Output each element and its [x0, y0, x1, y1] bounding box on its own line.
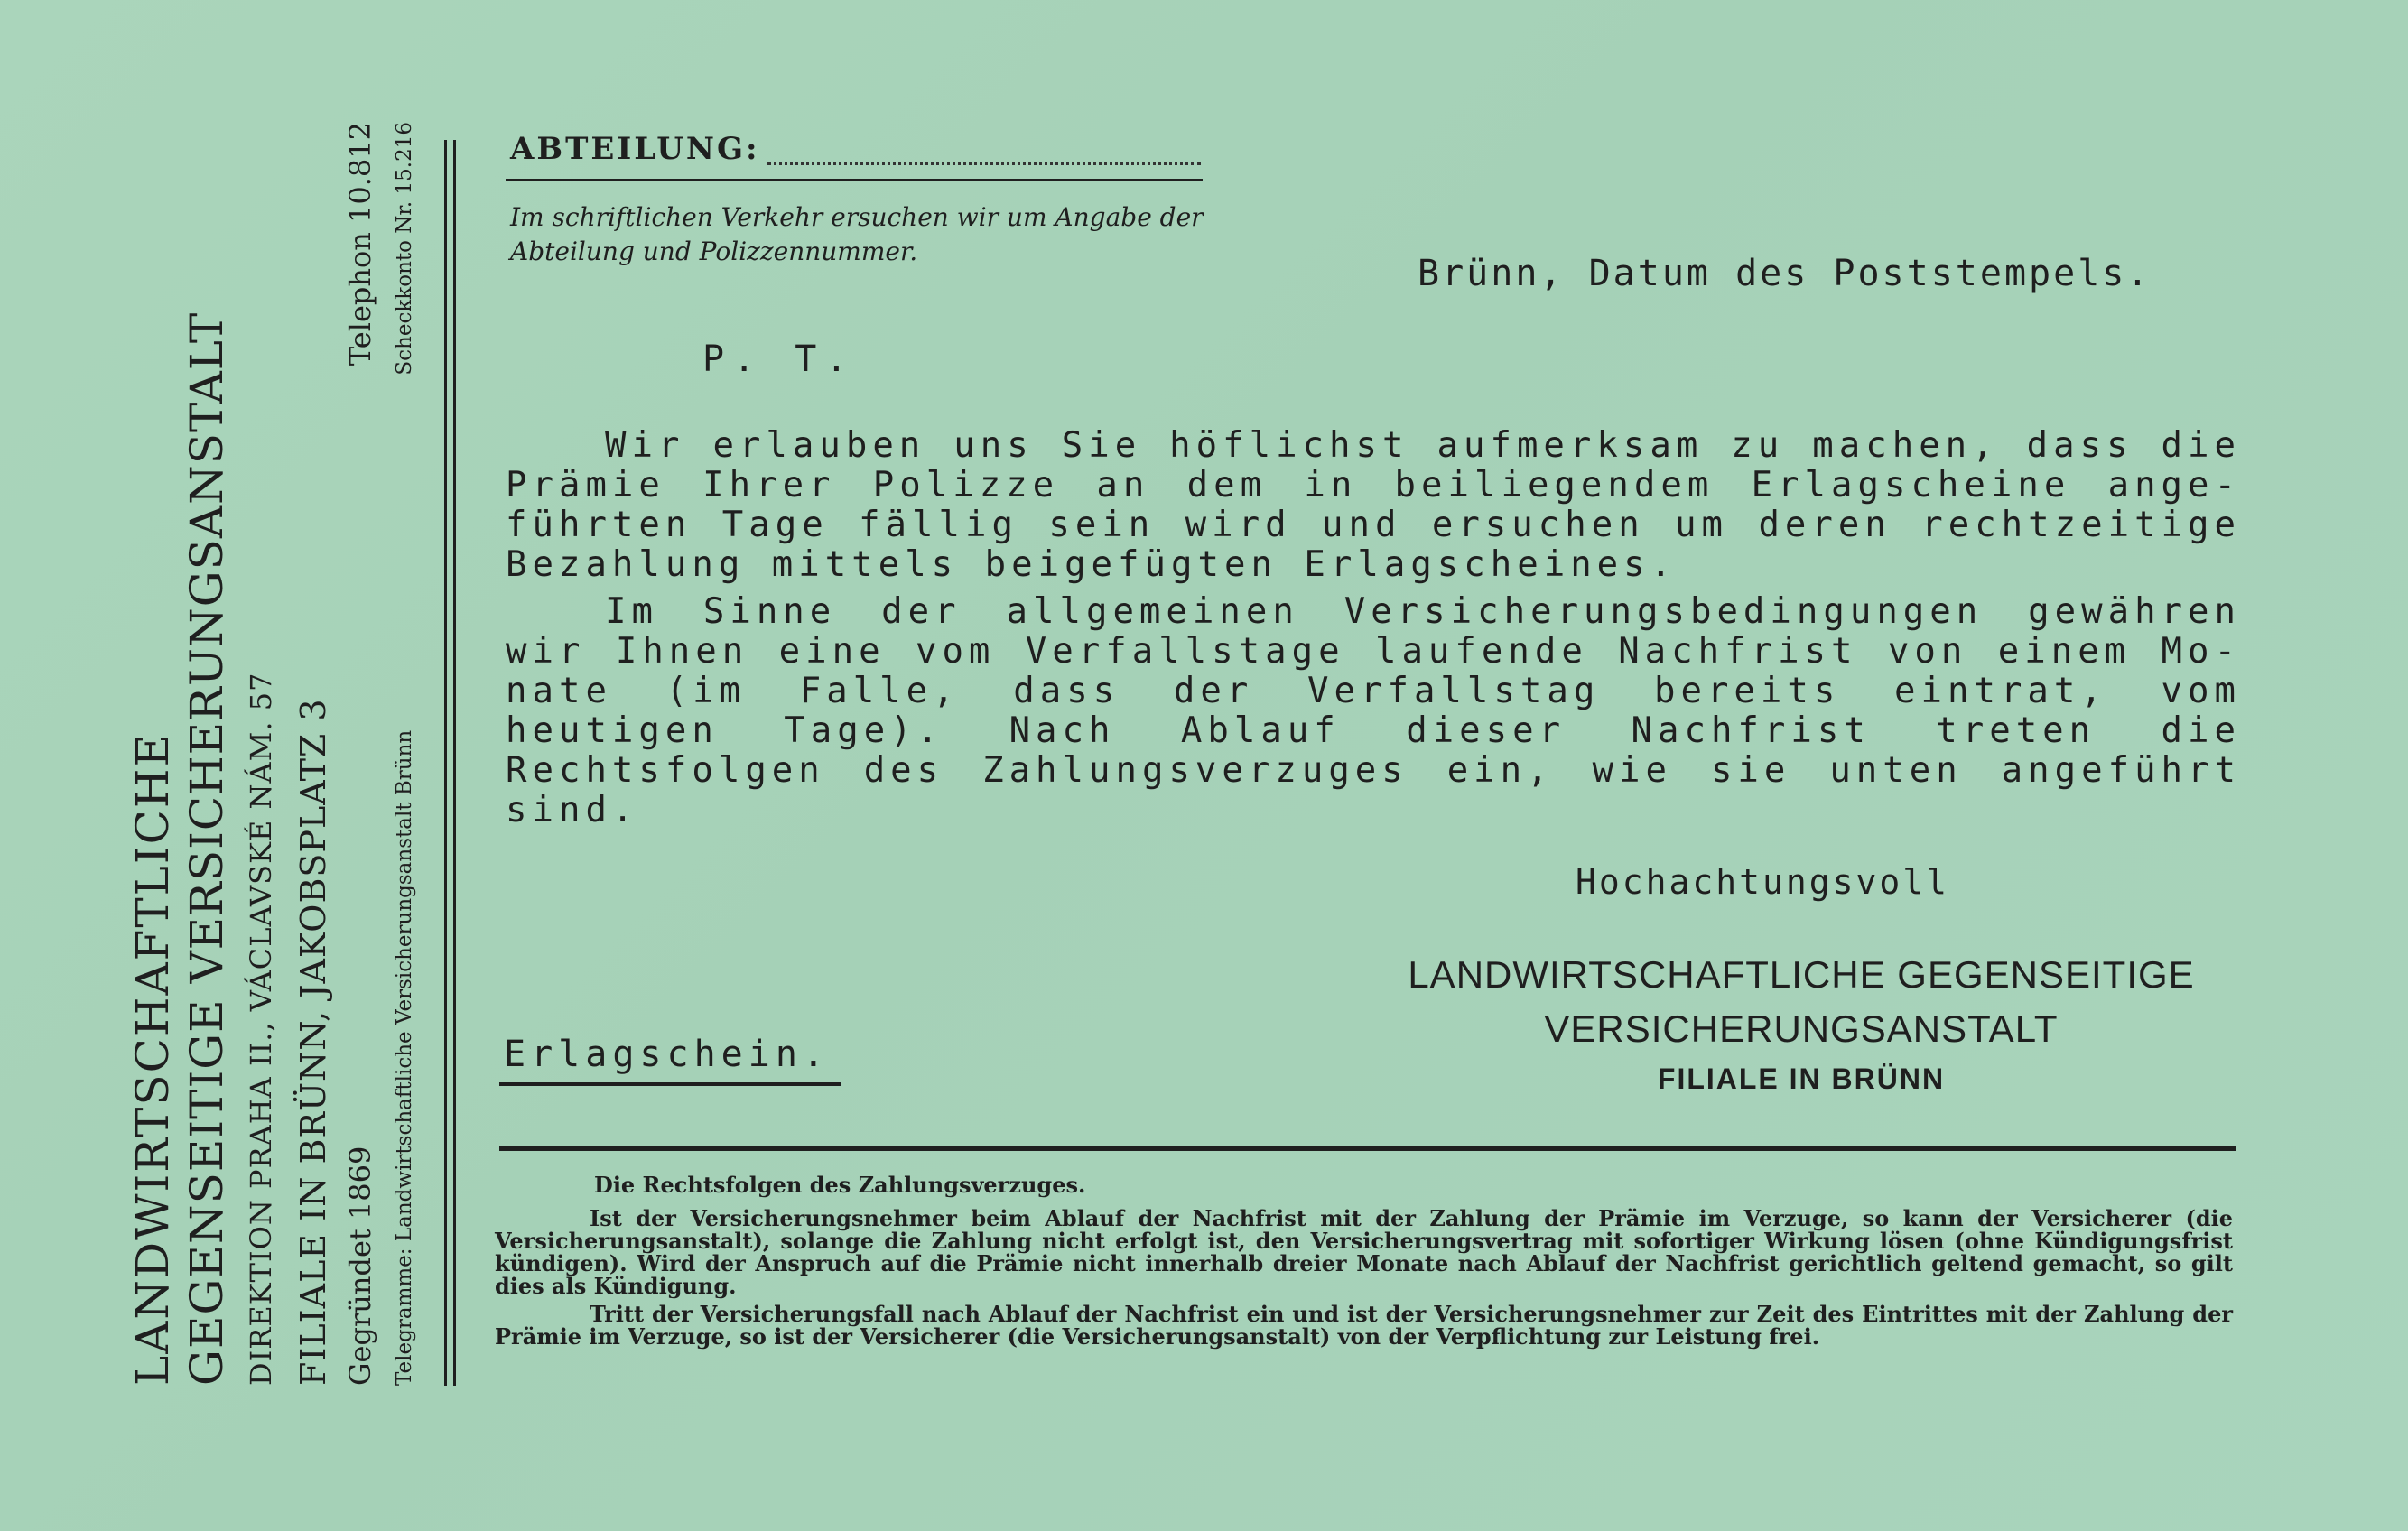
sidebar-telegrams: Telegramme: Landwirtschaftliche Versicherungsanstalt Brünn: [393, 729, 416, 1386]
legal-paragraph: Ist der Versicherungsnehmer beim Ablauf der Nachfrist mit der Zahlung der Prämie im Verzuge, so kann der Versicherer (die Versicherungsanstalt), solange die Zahlung nicht erfolgt ist, den Versicherungsvertrag mit sofortiger Wirkung lösen (ohne Kündigungsfrist kündigen). Wird der Anspruch auf die Prämie nicht innerhalb dreier Monate nach Ablauf der Nachfrist gerichtlich geltend gemacht, so gilt dies als Kündigung.: [495, 1205, 2233, 1299]
section-divider: [499, 1146, 2236, 1151]
sidebar-rule: [444, 140, 447, 1386]
sidebar-company-name-line1: LANDWIRTSCHAFTLICHE: [126, 732, 179, 1386]
sidebar-branch-address: FILIALE IN BRÜNN, JAKOBSPLATZ 3: [293, 698, 333, 1386]
salutation: P. T.: [702, 339, 857, 380]
company-sidebar: [126, 122, 470, 1386]
sidebar-telephone: Telephon 10.812: [343, 122, 377, 367]
signature-line: VERSICHERUNGSANSTALT: [1544, 1007, 2059, 1050]
signature-block: [1327, 948, 2275, 1101]
department-field[interactable]: [767, 162, 1201, 165]
legal-title: Die Rechtsfolgen des Zahlungsverzuges.: [594, 1172, 1086, 1198]
letter-body: [506, 426, 2241, 838]
place-date: Brünn, Datum des Poststempels.: [1418, 253, 2152, 294]
signature-branch: FILIALE IN BRÜNN: [1657, 1062, 1946, 1095]
body-paragraph: Wir erlauben uns Sie höflichst aufmerksam zu machen, dass die Prämie Ihrer Polizze an dem in beiliegendem Erlagscheine ange- führten Tage fällig sein wird und ersuchen um deren rechtzeitige Bezahlung mittels beigefügten Erlagscheines.: [506, 425, 2241, 585]
sidebar-company-name-line2: GEGENSEITIGE VERSICHERUNGSANSTALT: [181, 311, 233, 1386]
sidebar-founded: Gegründet 1869: [343, 1146, 377, 1386]
sidebar-check-account: Scheckkonto Nr. 15.216: [393, 122, 416, 376]
legal-paragraph: Tritt der Versicherungsfall nach Ablauf der Nachfrist ein und ist der Versicherungsnehmer zur Zeit des Eintrittes mit der Zahlung der Prämie im Verzuge, so ist der Versicherer (die Versicherungsanstalt) von der Verpflichtung zur Leistung frei.: [495, 1301, 2233, 1350]
closing: Hochachtungsvoll: [1576, 862, 1950, 902]
body-paragraph: Im Sinne der allgemeinen Versicherungsbedingungen gewähren wir Ihnen eine vom Verfallstage laufende Nachfrist von einem Mo- nate (im Falle, dass der Verfallstag bereits eintrat, vom heutigen Tage). Nach Ablauf dieser Nachfrist treten die Rechtsfolgen des Zahlungsverzuges ein, wie sie unten angeführt sind.: [506, 591, 2241, 830]
signature-line: LANDWIRTSCHAFTLICHE GEGENSEITIGE: [1408, 953, 2195, 996]
sidebar-rule: [453, 140, 456, 1386]
legal-notice: [495, 1174, 2233, 1353]
enclosure-note: Erlagschein.: [504, 1034, 830, 1075]
department-label: ABTEILUNG:: [510, 131, 760, 167]
sidebar-direction-address: DIREKTION PRAHA II., VÁCLAVSKÉ NÁM. 57: [244, 672, 278, 1386]
enclosure-underline: [499, 1082, 841, 1086]
correspondence-hint: Im schriftlichen Verkehr ersuchen wir um Angabe der Abteilung und Polizzennummer.: [510, 202, 1204, 266]
header-rule: [506, 179, 1203, 181]
